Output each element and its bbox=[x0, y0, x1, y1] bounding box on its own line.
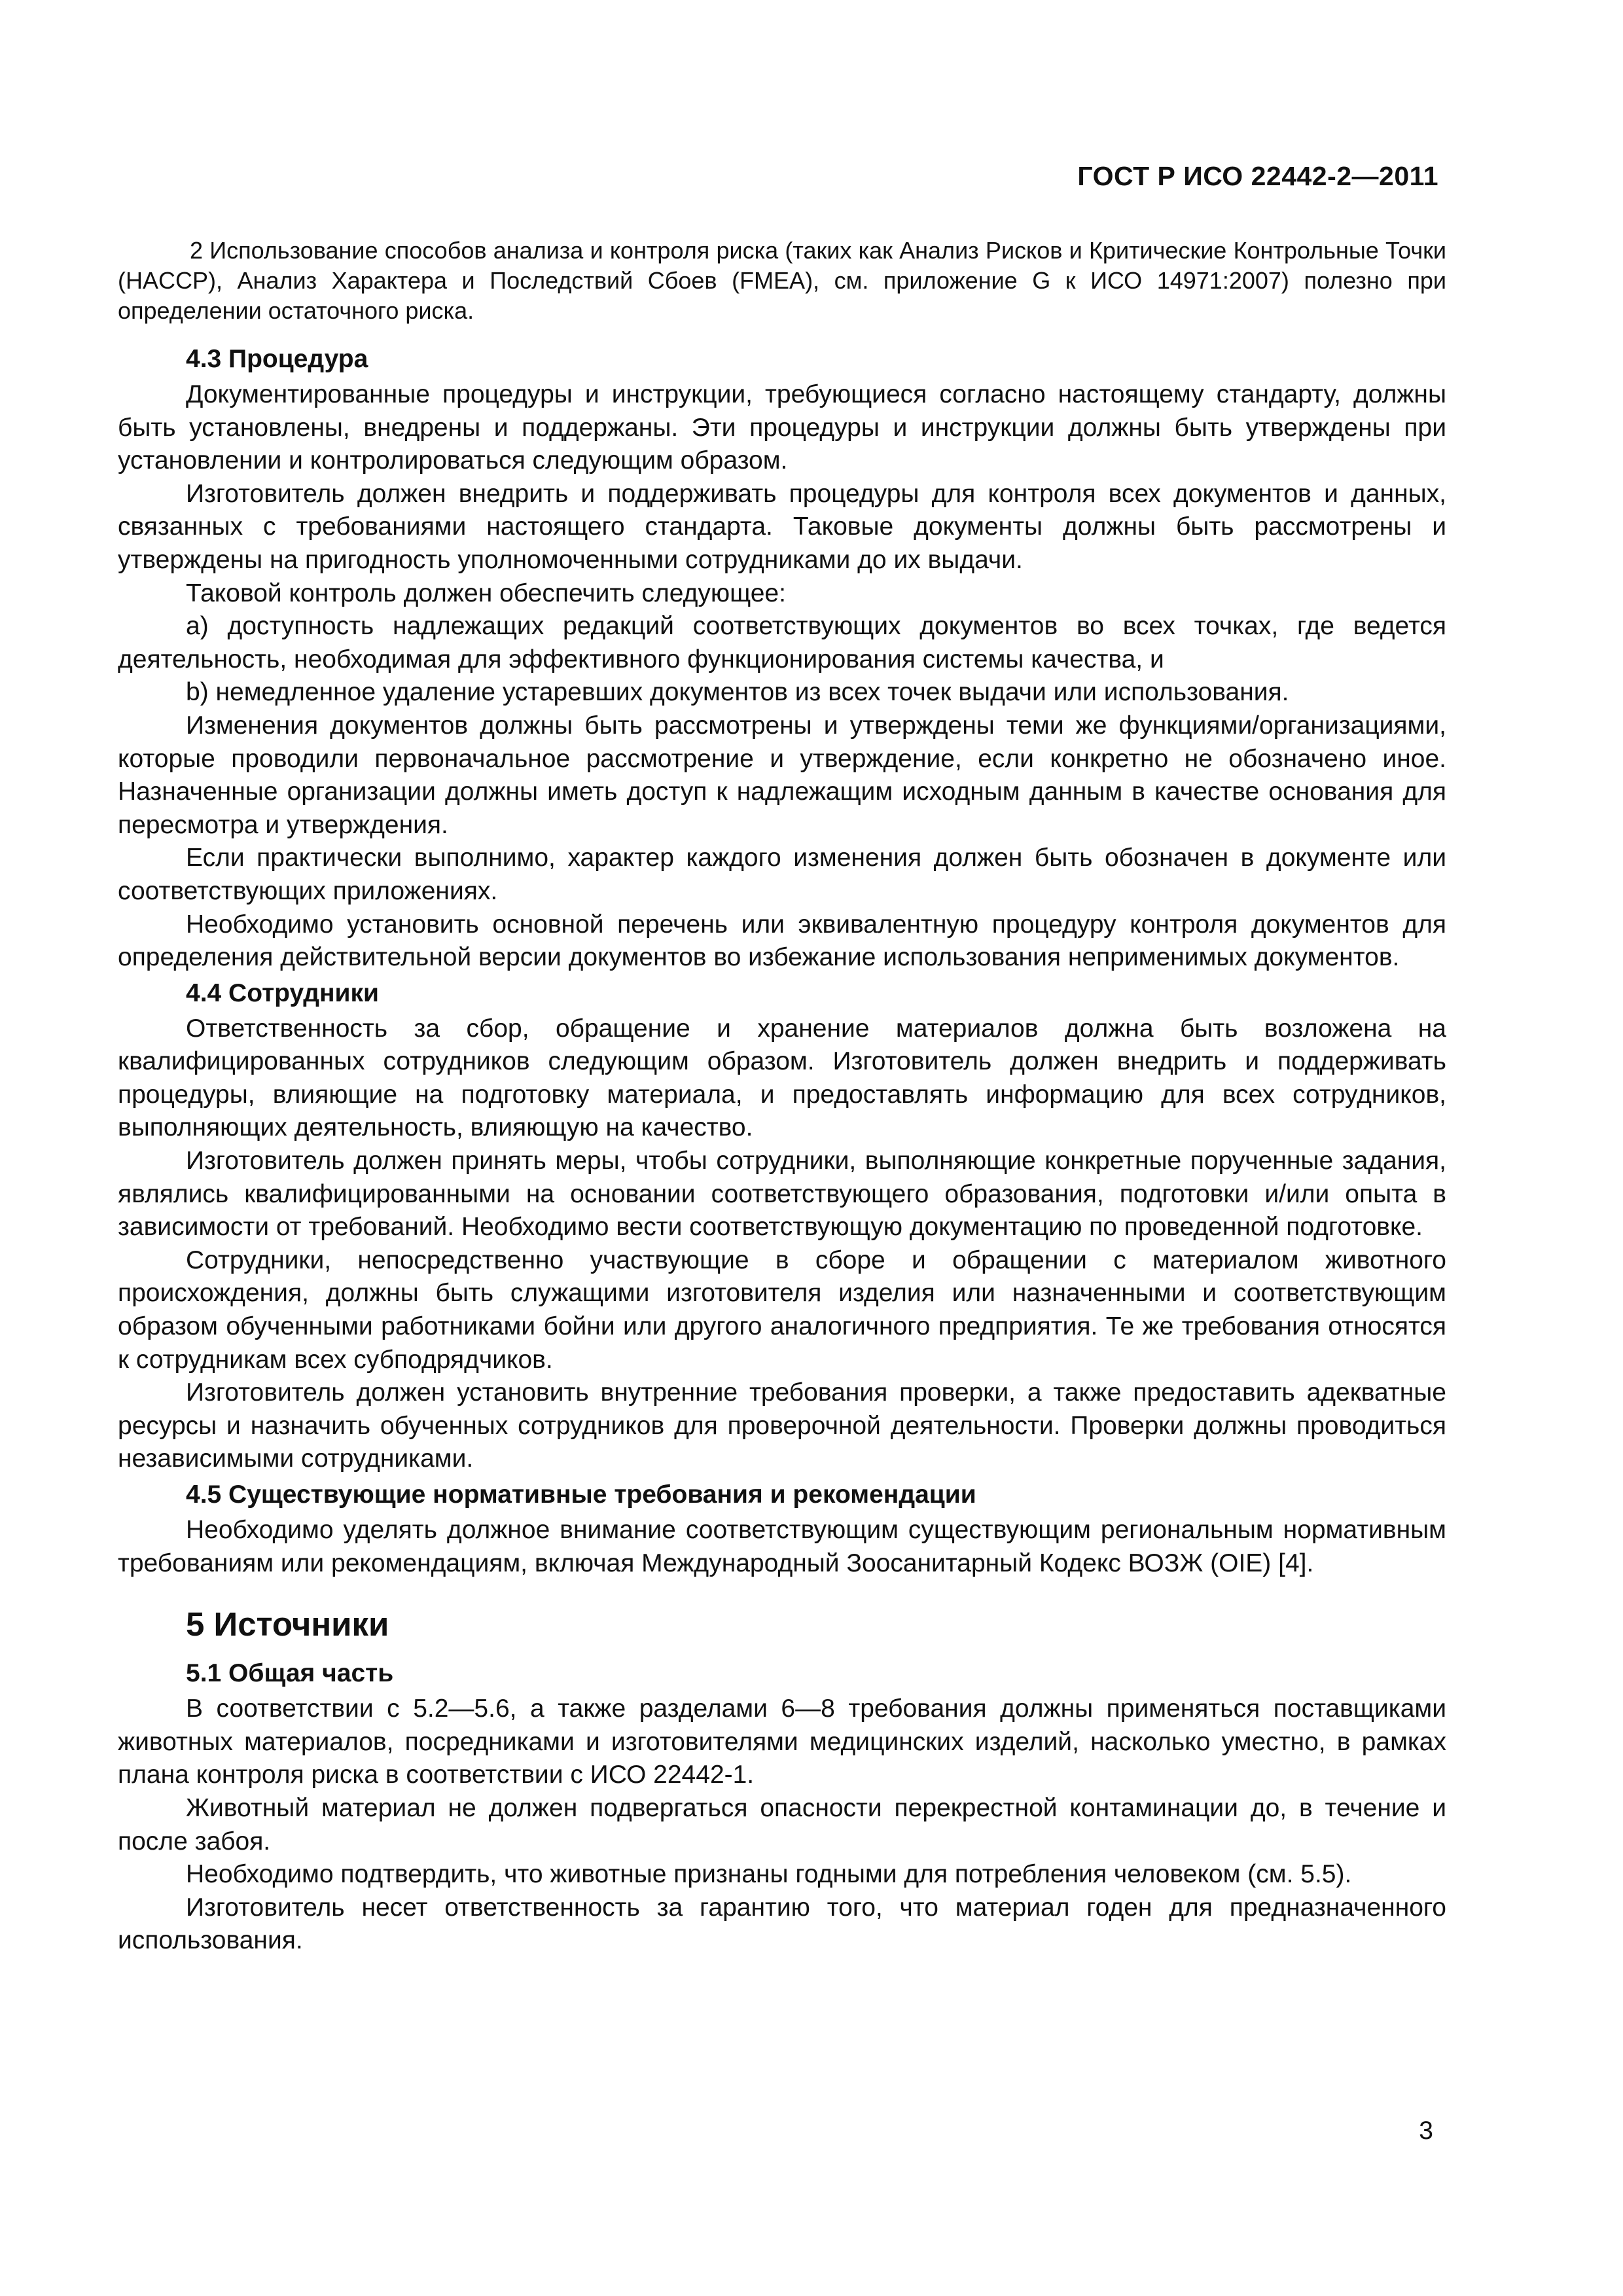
paragraph: Необходимо установить основной перечень или эквивалентную процедуру контроля документов для определения действительной версии документов во избежание использования неприменимых документов. bbox=[118, 910, 1446, 972]
paragraph: Если практически выполнимо, характер каждого изменения должен быть обозначен в документе или соответствующих приложениях. bbox=[118, 844, 1446, 905]
section-5-1 bbox=[118, 1657, 1446, 1958]
paragraph: Изменения документов должны быть рассмотрены и утверждены теми же функциями/организациями, которые проводили первоначальное рассмотрение и утверждение, если конкретно не обозначено иное. Назначенные организации должны иметь доступ к надлежащим исходным данным в качестве основания для пересмотра и утверждения. bbox=[118, 711, 1446, 839]
section-heading-4-4: 4.4 Сотрудники bbox=[186, 978, 379, 1007]
paragraph: Ответственность за сбор, обращение и хранение материалов должна быть возложена на квалифицированных сотрудников следующим образом. Изготовитель должен внедрить и поддерживать процедуры, влияющие на подготовку материала, и предоставлять информацию для всех сотрудников, выполняющих деятельность, влияющую на качество. bbox=[118, 1014, 1446, 1142]
paragraph: Сотрудники, непосредственно участвующие в сборе и обращении с материалом животного происхождения, должны быть служащими изготовителя изделия или назначенными и соответствующим образом обученными работниками бойни или другого аналогичного предприятия. Те же требования относятся к сотрудникам всех субподрядчиков. bbox=[118, 1246, 1446, 1374]
page-number: 3 bbox=[1419, 2117, 1433, 2145]
document-body bbox=[118, 236, 1446, 1958]
paragraph: Изготовитель должен установить внутренние требования проверки, а также предоставить адекватные ресурсы и назначить обученных сотрудников для проверочной деятельности. Проверки должны проводиться независимыми сотрудниками. bbox=[118, 1378, 1446, 1473]
paragraph: В соответствии с 5.2—5.6, а также разделами 6—8 требования должны применяться поставщиками животных материалов, посредниками и изготовителями медицинских изделий, насколько уместно, в рамках плана контроля риска в соответствии с ИСО 22442-1. bbox=[118, 1695, 1446, 1789]
paragraph: Таковой контроль должен обеспечить следующее: bbox=[186, 579, 786, 607]
list-item-a: a) доступность надлежащих редакций соответствующих документов во всех точках, где ведется деятельность, необходимая для эффективного функционирования системы качества, и bbox=[118, 612, 1446, 673]
section-heading-5: 5 Источники bbox=[186, 1605, 389, 1643]
section-4-5 bbox=[118, 1479, 1446, 1580]
paragraph: Необходимо подтвердить, что животные признаны годными для потребления человеком (см. 5.5). bbox=[186, 1860, 1352, 1889]
paragraph: Необходимо уделять должное внимание соответствующим существующим региональным нормативным требованиям или рекомендациям, включая Международный Зоосанитарный Кодекс ВОЗЖ (OIE) [4]. bbox=[118, 1516, 1446, 1577]
section-4-3 bbox=[118, 343, 1446, 975]
section-4-4 bbox=[118, 977, 1446, 1476]
paragraph: Изготовитель должен принять меры, чтобы сотрудники, выполняющие конкретные порученные задания, являлись квалифицированными на основании соответствующего образования, подготовки и/или опыта в зависимости от требований. Необходимо вести соответствующую документацию по проведенной подготовке. bbox=[118, 1147, 1446, 1242]
section-heading-4-3: 4.3 Процедура bbox=[186, 345, 368, 373]
paragraph: Документированные процедуры и инструкции, требующиеся согласно настоящему стандарту, должны быть установлены, внедрены и поддержаны. Эти процедуры и инструкции должны быть утверждены при установлении и контролироваться следующим образом. bbox=[118, 380, 1446, 475]
section-heading-4-5: 4.5 Существующие нормативные требования и рекомендации bbox=[186, 1480, 976, 1509]
document-code-header: ГОСТ Р ИСО 22442-2—2011 bbox=[1077, 161, 1438, 191]
section-heading-5-1: 5.1 Общая часть bbox=[186, 1659, 394, 1688]
paragraph: Изготовитель несет ответственность за гарантию того, что материал годен для предназначенного использования. bbox=[118, 1893, 1446, 1955]
list-item-b: b) немедленное удаление устаревших документов из всех точек выдачи или использования. bbox=[186, 678, 1289, 707]
note-paragraph: 2 Использование способов анализа и контроля риска (таких как Анализ Рисков и Критические Контрольные Точки (HACCP), Анализ Характера и Последствий Сбоев (FMEA), см. приложение G к ИСО 14971:2007) полезно при определении остаточного риска. bbox=[118, 237, 1446, 324]
paragraph: Животный материал не должен подвергаться опасности перекрестной контаминации до, в течение и после забоя. bbox=[118, 1793, 1446, 1856]
paragraph: Изготовитель должен внедрить и поддерживать процедуры для контроля всех документов и данных, связанных с требованиями настоящего стандарта. Таковые документы должны быть рассмотрены и утверждены на пригодность уполномоченными сотрудниками до их выдачи. bbox=[118, 479, 1446, 574]
